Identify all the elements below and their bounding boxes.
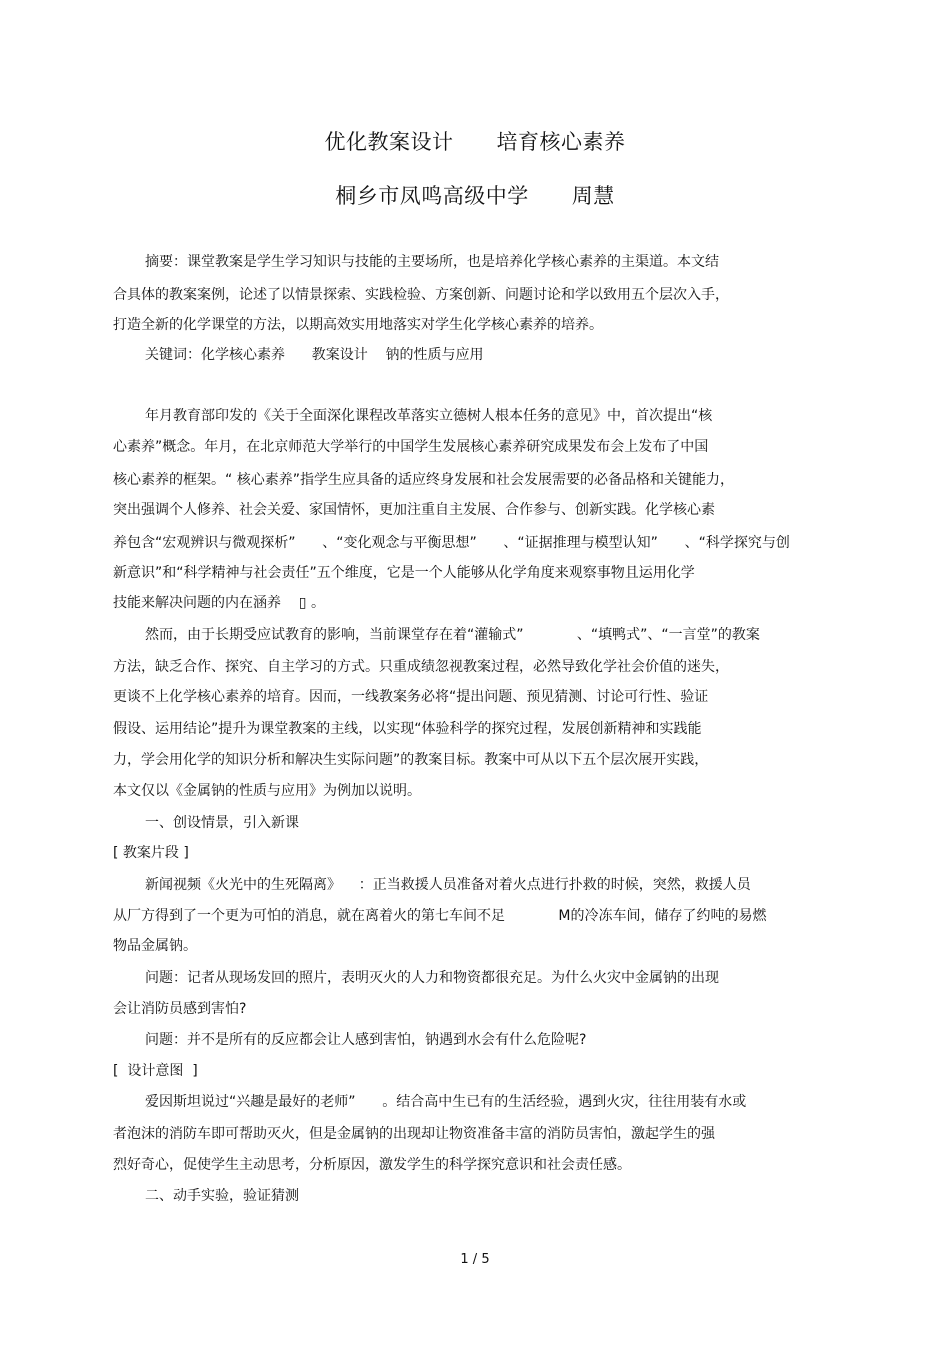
- document-title: 优化教案设计 培育核心素养: [324, 130, 626, 154]
- body-line: 物品金属钠。: [113, 938, 197, 954]
- section-heading: 一、创设情景，引入新课: [145, 815, 299, 831]
- body-line: 年月教育部印发的《关于全面深化课程改革落实立德树人根本任务的意见》中，首次提出“核: [145, 408, 713, 424]
- author-line: 桐乡市凤鸣高级中学 周慧: [335, 184, 615, 208]
- body-line: 核心素养的框架。“ 核心素养”指学生应具备的适应终身发展和社会发展需要的必备品格和关键能力，: [113, 472, 734, 488]
- body-line: 突出强调个人修养、社会关爱、家国情怀，更加注重自主发展、合作参与、创新实践。化学核心素: [113, 502, 715, 518]
- page-number: 1 / 5: [460, 1252, 490, 1267]
- body-line: 心素养”概念。年月，在北京师范大学举行的中国学生发展核心素养研究成果发布会上发布了中国: [113, 439, 709, 455]
- body-line: 更谈不上化学核心素养的培育。因而，一线教案务必将“提出问题、预见猜测、讨论可行性、验证: [113, 689, 709, 705]
- bracket-label: [ 设计意图 ]: [113, 1063, 198, 1079]
- body-line: 力，学会用化学的知识分析和解决生实际问题”的教案目标。教案中可从以下五个层次展开实践，: [113, 752, 709, 768]
- body-line: 新闻视频《火光中的生死隔离》 ：正当救援人员准备对着火点进行扑救的时候，突然，救援人员: [145, 877, 751, 893]
- body-line: 问题：记者从现场发回的照片，表明灭火的人力和物资都很充足。为什么火灾中金属钠的出现: [145, 970, 719, 986]
- body-line: 烈好奇心，促使学生主动思考，分析原因，激发学生的科学探究意识和社会责任感。: [113, 1157, 631, 1173]
- body-line: 者泡沫的消防车即可帮助灭火，但是金属钠的出现却让物资准备丰富的消防员害怕，激起学生的强: [113, 1126, 715, 1142]
- body-line: 会让消防员感到害怕?: [113, 1001, 247, 1017]
- body-line: 养包含“宏观辨识与微观探析” 、“变化观念与平衡思想” 、“证据推理与模型认知” 、“科学探究与创: [113, 535, 790, 551]
- body-line: 方法，缺乏合作、探究、自主学习的方式。只重成绩忽视教案过程，必然导致化学社会价值的迷失，: [113, 659, 729, 675]
- body-line: 本文仅以《金属钠的性质与应用》为例加以说明。: [113, 783, 421, 799]
- body-line: 新意识”和“科学精神与社会责任”五个维度，它是一个人能够从化学角度来观察事物且运用化学: [113, 565, 695, 581]
- abstract-line: 合具体的教案案例，论述了以情景探索、实践检验、方案创新、问题讨论和学以致用五个层次入手，: [113, 287, 729, 303]
- abstract-line: 打造全新的化学课堂的方法，以期高效实用地落实对学生化学核心素养的培养。: [113, 317, 603, 333]
- section-heading: 二、动手实验，验证猜测: [145, 1188, 299, 1204]
- body-line: 从厂方得到了一个更为可怕的消息，就在离着火的第七车间不足 M的冷冻车间，储存了约吨的易燃: [113, 908, 767, 924]
- body-line: 问题：并不是所有的反应都会让人感到害怕，钠遇到水会有什么危险呢?: [145, 1032, 587, 1048]
- body-line: 技能来解决问题的内在涵养 ▯ 。: [113, 595, 325, 611]
- body-line: 假设、运用结论”提升为课堂教案的主线，以实现“体验科学的探究过程，发展创新精神和实践能: [113, 721, 702, 737]
- abstract-line: 摘要：课堂教案是学生学习知识与技能的主要场所，也是培养化学核心素养的主渠道。本文结: [145, 254, 719, 270]
- bracket-label: [ 教案片段 ]: [113, 845, 189, 861]
- keywords-line: 关键词：化学核心素养 教案设计 钠的性质与应用: [145, 347, 484, 363]
- body-line: 然而，由于长期受应试教育的影响，当前课堂存在着“灌输式” 、“填鸭式”、“一言堂”的教案: [145, 627, 760, 643]
- body-line: 爱因斯坦说过“兴趣是最好的老师” 。结合高中生已有的生活经验，遇到火灾，往往用装有水或: [145, 1094, 747, 1110]
